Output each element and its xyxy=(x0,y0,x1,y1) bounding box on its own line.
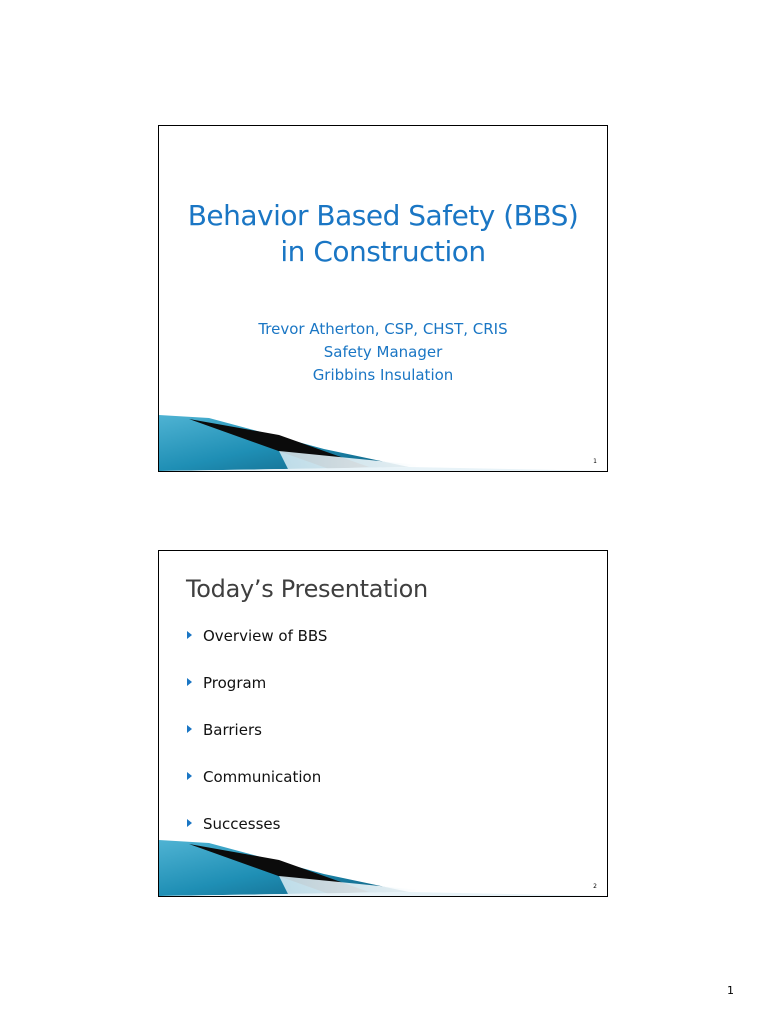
slide-2-heading: Today’s Presentation xyxy=(186,575,428,603)
slide-1-subtitle xyxy=(159,318,607,387)
decorative-swoosh xyxy=(159,415,608,471)
slide-1-title xyxy=(159,198,607,270)
list-item-label: Overview of BBS xyxy=(203,627,328,645)
slide-1 xyxy=(158,125,608,472)
presenter-company: Gribbins Insulation xyxy=(312,366,454,384)
bullet-arrow-icon xyxy=(187,631,192,639)
slide-1-number: 1 xyxy=(593,458,597,465)
presenter-name: Trevor Atherton, CSP, CHST, CRIS xyxy=(258,320,508,338)
list-item-label: Program xyxy=(203,674,267,692)
list-item-label: Barriers xyxy=(203,721,262,739)
title-line-1: Behavior Based Safety (BBS) xyxy=(187,199,579,232)
title-line-2: in Construction xyxy=(280,235,486,268)
list-item-label: Communication xyxy=(203,768,322,786)
bullet-arrow-icon xyxy=(187,678,192,686)
presenter-role: Safety Manager xyxy=(323,343,443,361)
list-item-label: Successes xyxy=(203,815,281,833)
bullet-arrow-icon xyxy=(187,819,192,827)
page-number: 1 xyxy=(727,984,734,997)
slide-2-number: 2 xyxy=(593,883,597,890)
slide-2 xyxy=(158,550,608,897)
bullet-arrow-icon xyxy=(187,772,192,780)
decorative-swoosh xyxy=(159,840,608,896)
bullet-arrow-icon xyxy=(187,725,192,733)
